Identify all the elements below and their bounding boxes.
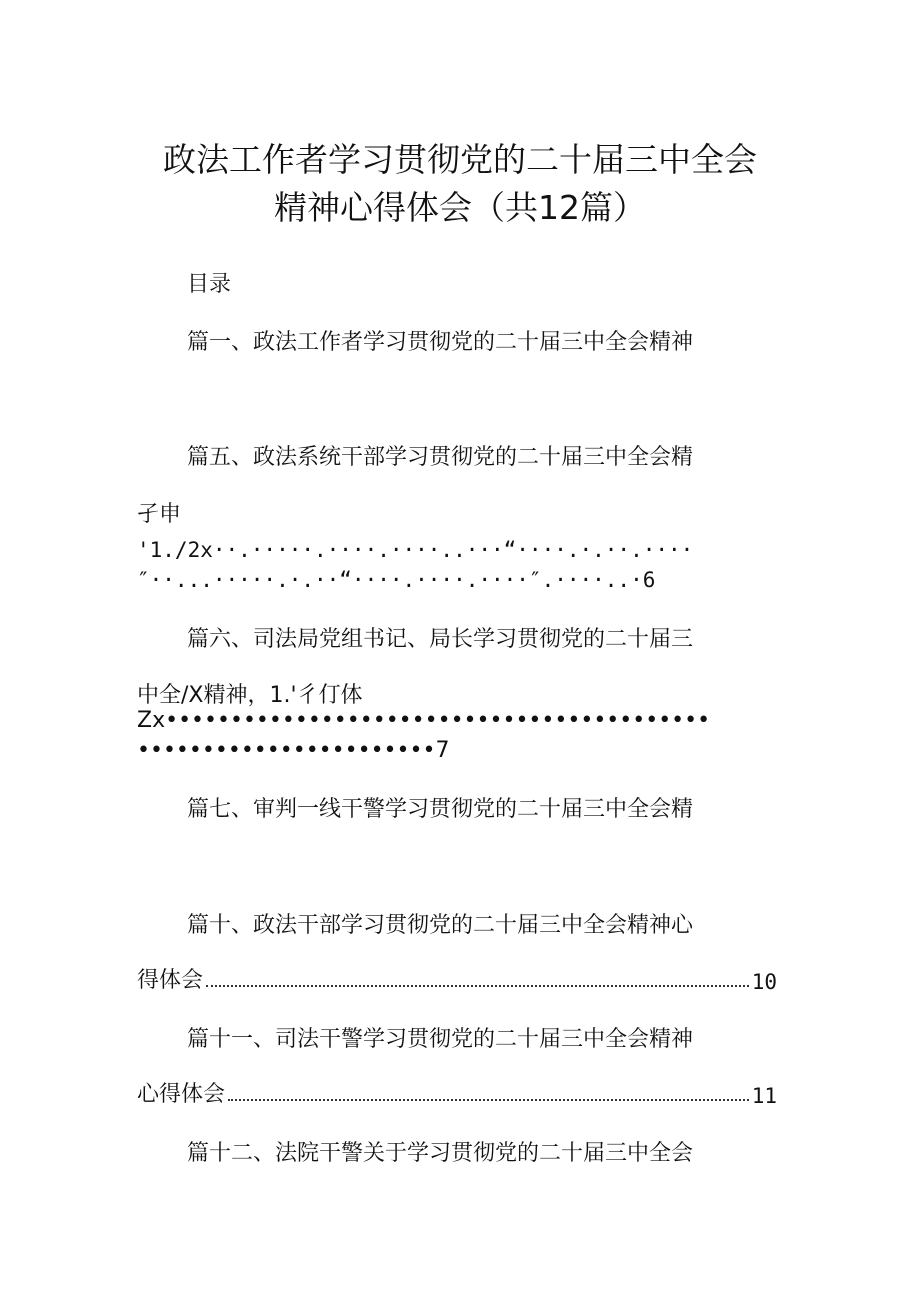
toc-entry-7-title[interactable]: 篇七、审判一线干警学习贯彻党的二十届三中全会精 xyxy=(187,797,694,822)
toc-entry-11-title-continued: 心得体会 xyxy=(137,1082,226,1107)
toc-entry-11-page-number: 11 xyxy=(751,1084,777,1108)
toc-entry-6-leader-line-2: •••••••••••••••••••••••7 xyxy=(137,738,450,763)
toc-entry-6-title-continued[interactable]: 中全/X精神，1.'彳仃体 xyxy=(137,683,363,708)
document-title-line-1: 政法工作者学习贯彻党的二十届三中全会 xyxy=(163,140,757,179)
toc-entry-10-title[interactable]: 篇十、政法干部学习贯彻党的二十届三中全会精神心 xyxy=(187,913,694,938)
toc-entry-10-leader-row[interactable] xyxy=(137,964,777,994)
toc-entry-11-title[interactable]: 篇十一、司法干警学习贯彻党的二十届三中全会精神 xyxy=(187,1027,694,1052)
toc-entry-6-title[interactable]: 篇六、司法局党组书记、局长学习贯彻党的二十届三 xyxy=(187,627,694,652)
toc-entry-11-leader-row[interactable] xyxy=(137,1078,777,1108)
toc-entry-1-title[interactable]: 篇一、政法工作者学习贯彻党的二十届三中全会精神 xyxy=(187,330,694,355)
toc-entry-5-leader-line-2: ″··...·····.·.··“····.····.····″.····..·6 xyxy=(137,568,656,592)
toc-entry-6-leader-line-1: Zx•••••••••••••••••••••••••••••••••••••••••• xyxy=(137,708,711,733)
toc-entry-5-title-continued[interactable]: 孑申 xyxy=(137,502,182,527)
dot-leader xyxy=(206,985,749,987)
toc-entry-10-title-continued: 得体会 xyxy=(137,968,204,993)
toc-entry-12-title[interactable]: 篇十二、法院干警关于学习贯彻党的二十届三中全会 xyxy=(187,1141,694,1166)
toc-heading: 目录 xyxy=(187,272,232,297)
toc-entry-5-title[interactable]: 篇五、政法系统干部学习贯彻党的二十届三中全会精 xyxy=(187,445,694,470)
toc-entry-5-leader-line-1: '1./2x··.·····.····.····..···“····.·.··.···· xyxy=(137,538,694,562)
toc-entry-10-page-number: 10 xyxy=(751,970,777,994)
dot-leader xyxy=(228,1099,749,1101)
document-title-line-2: 精神心得体会（共12篇） xyxy=(274,188,646,227)
